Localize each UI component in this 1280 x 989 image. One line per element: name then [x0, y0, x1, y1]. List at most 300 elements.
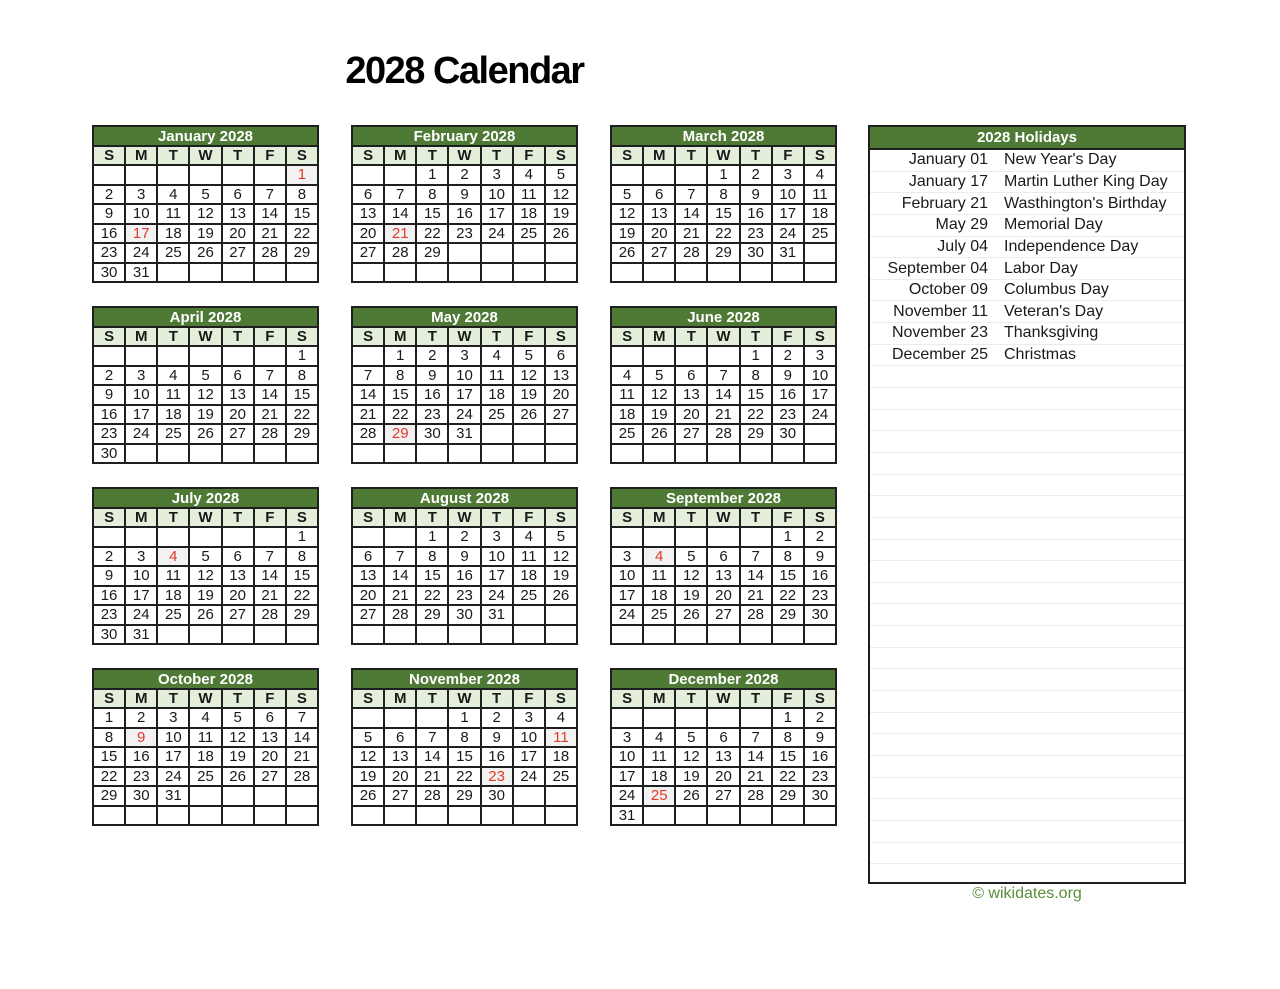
empty-day-cell — [772, 444, 804, 464]
empty-day-cell — [545, 625, 577, 645]
day-cell: 2 — [93, 185, 125, 205]
day-cell: 6 — [707, 547, 739, 567]
day-cell: 16 — [804, 747, 836, 767]
empty-day-cell — [416, 806, 448, 826]
site-credit-link[interactable]: © wikidates.org — [972, 885, 1082, 902]
holiday-empty-row — [870, 431, 1184, 453]
day-cell: 3 — [481, 165, 513, 185]
empty-day-cell — [189, 527, 221, 547]
day-cell: 8 — [772, 547, 804, 567]
day-of-week-header: S — [93, 689, 125, 708]
day-of-week-header: S — [545, 508, 577, 527]
day-cell: 3 — [125, 547, 157, 567]
empty-day-cell — [352, 346, 384, 366]
day-cell: 27 — [352, 243, 384, 263]
day-of-week-header: T — [222, 689, 254, 708]
day-cell: 20 — [352, 586, 384, 606]
day-cell: 18 — [157, 586, 189, 606]
empty-day-cell — [125, 527, 157, 547]
day-cell: 22 — [772, 767, 804, 787]
day-cell: 2 — [448, 165, 480, 185]
empty-day-cell — [675, 625, 707, 645]
day-cell: 31 — [448, 424, 480, 444]
day-cell: 23 — [125, 767, 157, 787]
week-row — [93, 767, 318, 787]
day-cell: 7 — [675, 185, 707, 205]
day-cell: 6 — [222, 366, 254, 386]
day-cell: 25 — [513, 224, 545, 244]
day-cell: 10 — [481, 185, 513, 205]
day-of-week-header: M — [643, 508, 675, 527]
day-cell: 27 — [222, 605, 254, 625]
day-cell: 1 — [384, 346, 416, 366]
day-cell: 18 — [545, 747, 577, 767]
empty-day-cell — [157, 263, 189, 283]
week-row — [352, 204, 577, 224]
day-cell: 31 — [481, 605, 513, 625]
week-row — [93, 405, 318, 425]
day-of-week-header: W — [448, 146, 480, 165]
empty-day-cell — [707, 806, 739, 826]
day-cell: 17 — [772, 204, 804, 224]
day-cell: 16 — [740, 204, 772, 224]
day-of-week-header: W — [448, 508, 480, 527]
day-cell: 14 — [254, 385, 286, 405]
day-cell: 24 — [804, 405, 836, 425]
week-row — [611, 243, 836, 263]
holiday-name: Columbus Day — [1004, 281, 1109, 299]
day-of-week-header: F — [254, 327, 286, 346]
day-cell: 28 — [384, 605, 416, 625]
day-cell: 5 — [643, 366, 675, 386]
holiday-empty-row — [870, 410, 1184, 432]
day-cell: 3 — [804, 346, 836, 366]
empty-day-cell — [189, 263, 221, 283]
empty-day-cell — [416, 708, 448, 728]
day-cell: 27 — [643, 243, 675, 263]
empty-day-cell — [545, 263, 577, 283]
week-row — [93, 444, 318, 464]
day-of-week-header: T — [740, 508, 772, 527]
week-row — [611, 767, 836, 787]
day-cell: 14 — [740, 747, 772, 767]
day-cell: 5 — [545, 165, 577, 185]
day-cell: 2 — [125, 708, 157, 728]
day-of-week-header: S — [545, 327, 577, 346]
day-of-week-header: M — [384, 508, 416, 527]
day-of-week-header: S — [611, 327, 643, 346]
week-row — [611, 586, 836, 606]
holiday-date: November 11 — [893, 302, 988, 320]
day-cell: 19 — [675, 586, 707, 606]
day-cell: 6 — [352, 185, 384, 205]
day-cell: 29 — [416, 243, 448, 263]
day-of-week-header: T — [222, 508, 254, 527]
empty-day-cell — [125, 444, 157, 464]
empty-day-cell — [643, 165, 675, 185]
day-cell: 16 — [448, 566, 480, 586]
empty-day-cell — [448, 444, 480, 464]
empty-day-cell — [416, 444, 448, 464]
empty-day-cell — [675, 527, 707, 547]
week-row — [611, 263, 836, 283]
month-title: June 2028 — [611, 307, 836, 327]
week-row — [611, 204, 836, 224]
day-cell: 10 — [804, 366, 836, 386]
holidays-panel — [868, 125, 1186, 884]
day-cell: 9 — [481, 728, 513, 748]
day-cell: 17 — [611, 767, 643, 787]
day-cell: 27 — [707, 786, 739, 806]
day-cell: 24 — [513, 767, 545, 787]
page-title: 2028 Calendar — [345, 50, 584, 92]
day-cell: 28 — [740, 605, 772, 625]
day-cell: 30 — [125, 786, 157, 806]
week-row — [611, 385, 836, 405]
day-cell: 16 — [125, 747, 157, 767]
day-of-week-header: W — [448, 689, 480, 708]
day-cell: 17 — [448, 385, 480, 405]
holiday-empty-row — [870, 821, 1184, 843]
month-title: May 2028 — [352, 307, 577, 327]
day-cell: 12 — [675, 566, 707, 586]
day-cell: 3 — [772, 165, 804, 185]
day-cell: 12 — [189, 204, 221, 224]
month-calendar-november-2028 — [351, 668, 578, 826]
empty-day-cell — [384, 708, 416, 728]
empty-day-cell — [125, 165, 157, 185]
week-row — [93, 566, 318, 586]
day-cell: 25 — [157, 605, 189, 625]
day-cell: 3 — [513, 708, 545, 728]
day-cell: 5 — [513, 346, 545, 366]
holiday-name: Wasthington's Birthday — [1004, 194, 1167, 212]
week-row — [352, 405, 577, 425]
day-cell: 21 — [416, 767, 448, 787]
empty-day-cell — [611, 165, 643, 185]
day-cell: 25 — [481, 405, 513, 425]
holidays-list — [870, 150, 1184, 882]
day-cell: 10 — [611, 566, 643, 586]
holiday-empty-row — [870, 496, 1184, 518]
day-of-week-header: T — [675, 689, 707, 708]
holiday-empty-row — [870, 453, 1184, 475]
empty-day-cell — [643, 444, 675, 464]
day-cell: 20 — [222, 224, 254, 244]
day-cell: 6 — [384, 728, 416, 748]
day-cell: 18 — [513, 204, 545, 224]
day-cell: 21 — [254, 224, 286, 244]
day-of-week-header: S — [611, 689, 643, 708]
day-of-week-header: T — [157, 327, 189, 346]
day-cell: 6 — [707, 728, 739, 748]
day-cell: 15 — [416, 204, 448, 224]
day-cell: 3 — [157, 708, 189, 728]
week-row — [93, 728, 318, 748]
week-row — [93, 346, 318, 366]
day-cell: 11 — [157, 204, 189, 224]
empty-day-cell — [157, 527, 189, 547]
empty-day-cell — [675, 806, 707, 826]
day-cell: 15 — [740, 385, 772, 405]
day-cell: 14 — [740, 566, 772, 586]
empty-day-cell — [254, 625, 286, 645]
month-title: December 2028 — [611, 669, 836, 689]
day-cell: 30 — [416, 424, 448, 444]
empty-day-cell — [254, 806, 286, 826]
week-row — [93, 806, 318, 826]
day-cell: 24 — [611, 786, 643, 806]
day-cell: 10 — [125, 566, 157, 586]
holiday-empty-row — [870, 475, 1184, 497]
day-cell: 31 — [772, 243, 804, 263]
day-cell: 28 — [675, 243, 707, 263]
empty-day-cell — [545, 806, 577, 826]
day-cell: 27 — [222, 243, 254, 263]
day-cell: 22 — [286, 586, 318, 606]
day-cell: 16 — [804, 566, 836, 586]
day-cell: 13 — [222, 566, 254, 586]
day-of-week-header: T — [481, 327, 513, 346]
day-cell: 25 — [157, 424, 189, 444]
day-cell: 14 — [707, 385, 739, 405]
day-of-week-header: S — [352, 689, 384, 708]
empty-day-cell — [352, 444, 384, 464]
week-row — [352, 527, 577, 547]
day-cell: 6 — [643, 185, 675, 205]
day-cell: 17 — [513, 747, 545, 767]
week-row — [611, 165, 836, 185]
holiday-date: February 21 — [901, 194, 988, 212]
day-cell: 27 — [545, 405, 577, 425]
week-row — [352, 366, 577, 386]
empty-day-cell — [513, 605, 545, 625]
day-cell: 1 — [772, 527, 804, 547]
day-cell: 31 — [125, 263, 157, 283]
empty-day-cell — [189, 444, 221, 464]
day-cell: 11 — [643, 747, 675, 767]
week-row — [93, 263, 318, 283]
week-row — [93, 527, 318, 547]
day-cell: 9 — [804, 547, 836, 567]
empty-day-cell — [384, 806, 416, 826]
empty-day-cell — [93, 165, 125, 185]
empty-day-cell — [643, 263, 675, 283]
day-cell: 26 — [222, 767, 254, 787]
empty-day-cell — [222, 625, 254, 645]
day-cell: 23 — [804, 767, 836, 787]
month-calendar-august-2028 — [351, 487, 578, 645]
empty-day-cell — [740, 708, 772, 728]
day-cell: 4 — [643, 547, 675, 567]
holiday-empty-row — [870, 799, 1184, 821]
day-cell: 19 — [675, 767, 707, 787]
day-cell: 3 — [448, 346, 480, 366]
day-cell: 20 — [643, 224, 675, 244]
empty-day-cell — [611, 346, 643, 366]
day-cell: 19 — [611, 224, 643, 244]
day-of-week-header: S — [804, 327, 836, 346]
month-title: April 2028 — [93, 307, 318, 327]
day-cell: 7 — [254, 547, 286, 567]
month-calendar-april-2028 — [92, 306, 319, 464]
empty-day-cell — [740, 625, 772, 645]
day-cell: 10 — [513, 728, 545, 748]
day-cell: 4 — [611, 366, 643, 386]
empty-day-cell — [545, 786, 577, 806]
day-cell: 1 — [740, 346, 772, 366]
day-cell: 25 — [804, 224, 836, 244]
empty-day-cell — [384, 527, 416, 547]
day-of-week-header: F — [772, 327, 804, 346]
holiday-name: Memorial Day — [1004, 216, 1103, 234]
day-cell: 2 — [93, 547, 125, 567]
holiday-empty-row — [870, 734, 1184, 756]
day-cell: 15 — [416, 566, 448, 586]
day-cell: 19 — [189, 405, 221, 425]
day-cell: 19 — [189, 586, 221, 606]
day-cell: 11 — [611, 385, 643, 405]
day-cell: 2 — [772, 346, 804, 366]
day-cell: 9 — [93, 566, 125, 586]
week-row — [93, 424, 318, 444]
day-cell: 11 — [545, 728, 577, 748]
day-cell: 8 — [93, 728, 125, 748]
day-cell: 10 — [157, 728, 189, 748]
empty-day-cell — [643, 346, 675, 366]
day-cell: 20 — [222, 586, 254, 606]
day-cell: 7 — [740, 547, 772, 567]
day-cell: 8 — [416, 547, 448, 567]
day-cell: 25 — [643, 786, 675, 806]
day-cell: 4 — [157, 547, 189, 567]
empty-day-cell — [286, 806, 318, 826]
week-row — [611, 527, 836, 547]
day-cell: 25 — [545, 767, 577, 787]
empty-day-cell — [643, 625, 675, 645]
day-cell: 16 — [416, 385, 448, 405]
day-cell: 10 — [125, 385, 157, 405]
day-cell: 7 — [286, 708, 318, 728]
empty-day-cell — [222, 786, 254, 806]
day-cell: 4 — [481, 346, 513, 366]
day-cell: 24 — [125, 243, 157, 263]
empty-day-cell — [286, 786, 318, 806]
day-cell: 5 — [189, 547, 221, 567]
day-of-week-header: W — [707, 689, 739, 708]
day-cell: 4 — [513, 527, 545, 547]
holiday-date: October 09 — [908, 281, 988, 299]
holiday-row — [870, 193, 1184, 215]
day-cell: 25 — [643, 605, 675, 625]
day-cell: 20 — [254, 747, 286, 767]
day-of-week-header: S — [93, 508, 125, 527]
holiday-empty-row — [870, 518, 1184, 540]
day-of-week-header: M — [125, 146, 157, 165]
empty-day-cell — [448, 243, 480, 263]
day-cell: 21 — [740, 767, 772, 787]
day-cell: 4 — [157, 366, 189, 386]
empty-day-cell — [222, 444, 254, 464]
day-cell: 14 — [384, 204, 416, 224]
day-of-week-header: W — [707, 327, 739, 346]
week-row — [352, 625, 577, 645]
day-cell: 23 — [93, 605, 125, 625]
day-cell: 22 — [416, 224, 448, 244]
holiday-row — [870, 301, 1184, 323]
day-of-week-header: M — [125, 508, 157, 527]
month-calendar-january-2028 — [92, 125, 319, 283]
empty-day-cell — [254, 165, 286, 185]
week-row — [352, 346, 577, 366]
empty-day-cell — [772, 625, 804, 645]
day-cell: 23 — [448, 586, 480, 606]
day-cell: 28 — [352, 424, 384, 444]
day-cell: 6 — [352, 547, 384, 567]
week-row — [93, 204, 318, 224]
day-cell: 26 — [189, 605, 221, 625]
day-cell: 9 — [740, 185, 772, 205]
day-cell: 18 — [481, 385, 513, 405]
day-of-week-header: T — [481, 146, 513, 165]
day-of-week-header: S — [286, 689, 318, 708]
holiday-empty-row — [870, 366, 1184, 388]
empty-day-cell — [384, 444, 416, 464]
day-cell: 5 — [352, 728, 384, 748]
holiday-empty-row — [870, 388, 1184, 410]
holiday-name: Christmas — [1004, 346, 1077, 364]
day-cell: 1 — [286, 165, 318, 185]
empty-day-cell — [675, 165, 707, 185]
empty-day-cell — [384, 625, 416, 645]
day-of-week-header: S — [352, 327, 384, 346]
empty-day-cell — [93, 806, 125, 826]
empty-day-cell — [643, 806, 675, 826]
day-cell: 27 — [707, 605, 739, 625]
day-of-week-header: T — [740, 689, 772, 708]
day-cell: 3 — [125, 185, 157, 205]
day-cell: 12 — [189, 385, 221, 405]
week-row — [93, 224, 318, 244]
empty-day-cell — [481, 263, 513, 283]
day-cell: 21 — [352, 405, 384, 425]
empty-day-cell — [384, 165, 416, 185]
day-cell: 6 — [254, 708, 286, 728]
week-row — [611, 708, 836, 728]
day-cell: 20 — [707, 586, 739, 606]
empty-day-cell — [222, 346, 254, 366]
week-row — [352, 224, 577, 244]
day-cell: 9 — [448, 185, 480, 205]
day-cell: 5 — [545, 527, 577, 547]
day-cell: 17 — [157, 747, 189, 767]
empty-day-cell — [448, 625, 480, 645]
holiday-empty-row — [870, 778, 1184, 800]
day-of-week-header: T — [481, 689, 513, 708]
day-cell: 19 — [352, 767, 384, 787]
empty-day-cell — [804, 806, 836, 826]
day-cell: 17 — [611, 586, 643, 606]
day-cell: 24 — [448, 405, 480, 425]
day-cell: 18 — [643, 586, 675, 606]
day-cell: 16 — [772, 385, 804, 405]
empty-day-cell — [513, 786, 545, 806]
day-cell: 22 — [772, 586, 804, 606]
empty-day-cell — [481, 444, 513, 464]
day-cell: 30 — [481, 786, 513, 806]
day-cell: 18 — [157, 405, 189, 425]
holiday-row — [870, 345, 1184, 367]
